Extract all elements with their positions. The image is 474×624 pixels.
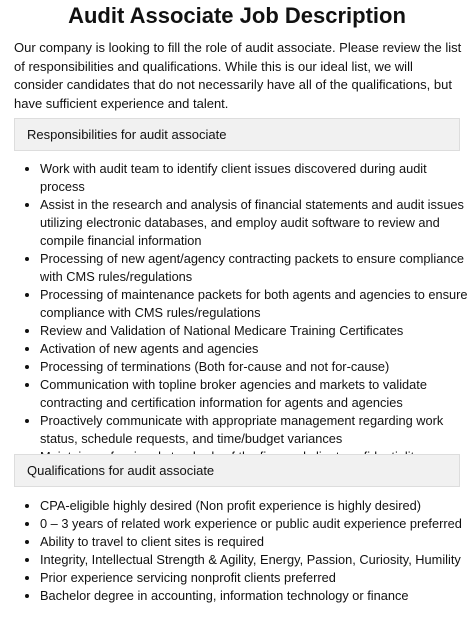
- page-title: Audit Associate Job Description: [68, 3, 406, 28]
- intro-paragraph: Our company is looking to fill the role of audit associate. Please review the list of responsibilities and qualifications. While this is our ideal list, we will consider candidates that do not necessarily have all of the qualifications, but have sufficient experience and talent.: [14, 40, 462, 111]
- qualifications-list: [22, 497, 468, 605]
- qualification-item: • Integrity, Intellectual Strength & Agility, Energy, Passion, Curiosity, Humility: [40, 551, 468, 569]
- responsibility-item: • Processing of new agent/agency contracting packets to ensure compliance with CMS rules/regulations: [40, 250, 468, 286]
- responsibility-item: • Review and Validation of National Medicare Training Certificates: [40, 322, 468, 340]
- qualification-item: • Bachelor degree in accounting, information technology or finance: [40, 587, 468, 605]
- responsibility-item: • Processing of terminations (Both for-cause and not for-cause): [40, 358, 468, 376]
- responsibility-item: • Communication with topline broker agencies and markets to validate contracting and certification information for agents and agencies: [40, 376, 468, 412]
- qualification-item: • CPA-eligible highly desired (Non profit experience is highly desired): [40, 497, 468, 515]
- responsibilities-list: [22, 160, 468, 466]
- qualifications-heading: Qualifications for audit associate: [14, 454, 460, 487]
- qualification-item: • Ability to travel to client sites is required: [40, 533, 468, 551]
- qualification-item: • 0 – 3 years of related work experience or public audit experience preferred: [40, 515, 468, 533]
- responsibility-item: • Processing of maintenance packets for both agents and agencies to ensure compliance with CMS rules/regulations: [40, 286, 468, 322]
- responsibility-item: • Proactively communicate with appropriate management regarding work status, schedule requests, and time/budget variances: [40, 412, 468, 448]
- responsibility-item: • Activation of new agents and agencies: [40, 340, 468, 358]
- responsibilities-heading: Responsibilities for audit associate: [14, 118, 460, 151]
- responsibility-item: • Assist in the research and analysis of financial statements and audit issues utilizing electronic databases, and employ audit software to review and compile financial information: [40, 196, 468, 250]
- responsibility-item: • Work with audit team to identify client issues discovered during audit process: [40, 160, 468, 196]
- qualification-item: • Prior experience servicing nonprofit clients preferred: [40, 569, 468, 587]
